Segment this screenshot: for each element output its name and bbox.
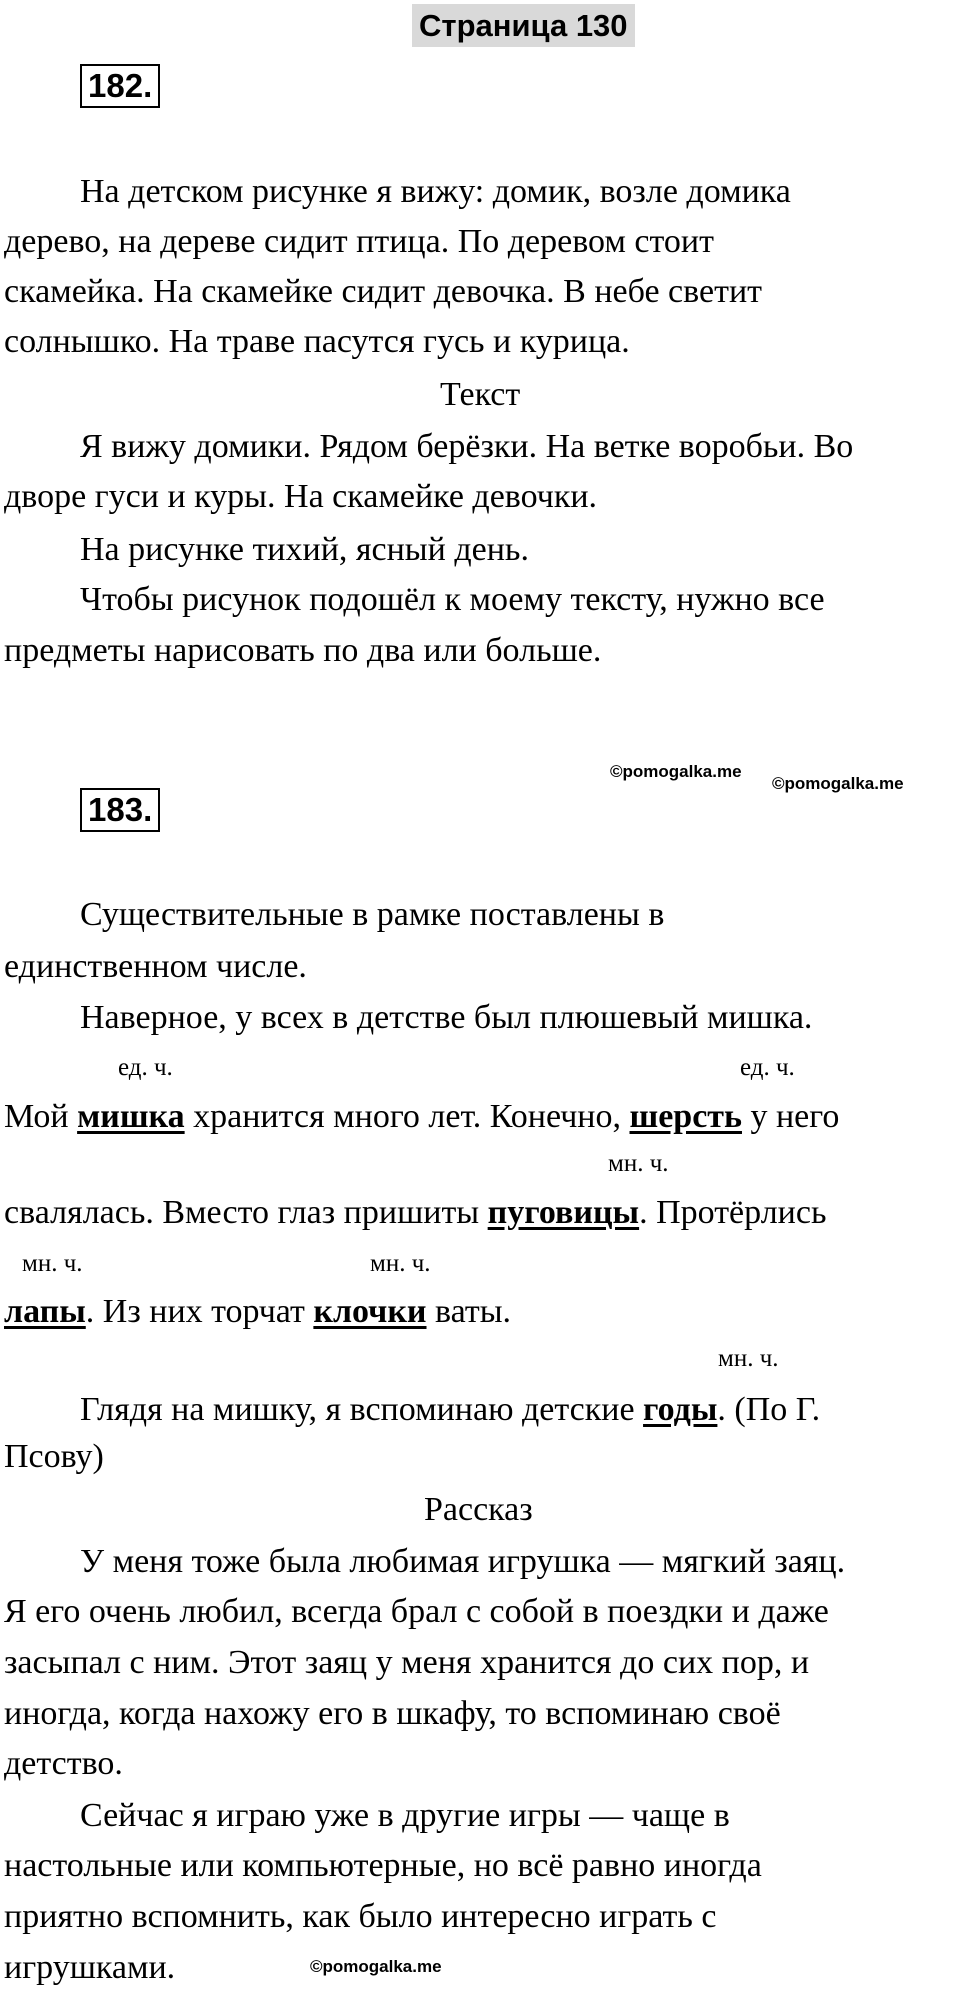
text-line-marked [4, 1097, 839, 1137]
watermark: ©pomogalka.me [610, 762, 742, 781]
text-line: игрушками. [4, 1949, 176, 1986]
text-line: солнышко. На траве пасутся гусь и курица. [4, 323, 630, 360]
text-line: На детском рисунке я вижу: домик, возле домика [80, 173, 791, 210]
text-fragment: Глядя на мишку, я вспоминаю детские [80, 1391, 644, 1428]
text-line: Наверное, у всех в детстве был плюшевый мишка. [80, 999, 813, 1036]
underlined-noun: лапы [4, 1293, 86, 1330]
text-line: дворе гуси и куры. На скамейке девочки. [4, 478, 598, 515]
exercise-number-dot: . [143, 791, 153, 828]
text-line: детство. [4, 1745, 123, 1782]
grammar-label: ед. ч. [740, 1054, 795, 1081]
text-fragment: . Из них торчат [85, 1293, 314, 1330]
watermark: ©pomogalka.me [310, 1957, 442, 1976]
exercise-number-text: 183 [88, 791, 144, 828]
text-fragment: свалялась. Вместо глаз пришиты [4, 1194, 488, 1231]
page-title: Страница 130 [412, 4, 635, 47]
text-line: У меня тоже была любимая игрушка — мягкий заяц. [80, 1543, 846, 1580]
text-line: Сейчас я играю уже в другие игры — чаще в [80, 1797, 730, 1834]
text-line: приятно вспомнить, как было интересно играть с [4, 1898, 717, 1935]
text-line: предметы нарисовать по два или больше. [4, 632, 602, 669]
text-fragment: у него [741, 1098, 840, 1135]
text-fragment: . Протёрлись [639, 1194, 827, 1231]
text-line: Я его очень любил, всегда брал с собой в поездки и даже [4, 1593, 829, 1630]
exercise-number-dot: . [143, 67, 153, 104]
text-line: единственном числе. [4, 948, 307, 985]
text-line: Псову) [4, 1438, 104, 1475]
grammar-label: мн. ч. [718, 1345, 779, 1372]
text-line: Существительные в рамке поставлены в [80, 896, 665, 933]
text-line-marked [4, 1292, 511, 1332]
text-line: иногда, когда нахожу его в шкафу, то вспоминаю своё [4, 1695, 781, 1732]
watermark: ©pomogalka.me [772, 774, 904, 793]
underlined-noun: клочки [313, 1293, 427, 1330]
text-line: Чтобы рисунок подошёл к моему тексту, нужно все [80, 581, 825, 618]
text-line: дерево, на дереве сидит птица. По деревом стоит [4, 223, 714, 260]
text-line: засыпал с ним. Этот заяц у меня хранится до сих пор, и [4, 1644, 810, 1681]
underlined-noun: шерсть [629, 1098, 742, 1135]
text-fragment: . (По Г. [717, 1391, 821, 1428]
text-fragment: хранится много лет. Конечно, [184, 1098, 630, 1135]
text-line-marked [80, 1390, 820, 1430]
underlined-noun: годы [643, 1391, 718, 1428]
text-line: скамейка. На скамейке сидит девочка. В небе светит [4, 273, 762, 310]
grammar-label: мн. ч. [370, 1250, 431, 1277]
grammar-label: ед. ч. [118, 1054, 173, 1081]
exercise-number-182 [80, 64, 160, 108]
section-heading: Рассказ [424, 1491, 533, 1528]
text-line: На рисунке тихий, ясный день. [80, 531, 529, 568]
grammar-label: мн. ч. [22, 1250, 83, 1277]
exercise-number-183 [80, 788, 160, 832]
grammar-label: мн. ч. [608, 1150, 669, 1177]
text-line-marked [4, 1193, 826, 1233]
section-heading: Текст [440, 376, 521, 413]
text-fragment: Мой [4, 1098, 78, 1135]
exercise-number-text: 182 [88, 67, 144, 104]
text-line: настольные или компьютерные, но всё равно иногда [4, 1847, 762, 1884]
text-line: Я вижу домики. Рядом берёзки. На ветке воробьи. Во [80, 428, 854, 465]
underlined-noun: мишка [77, 1098, 185, 1135]
underlined-noun: пуговицы [487, 1194, 640, 1231]
text-fragment: ваты. [426, 1293, 512, 1330]
